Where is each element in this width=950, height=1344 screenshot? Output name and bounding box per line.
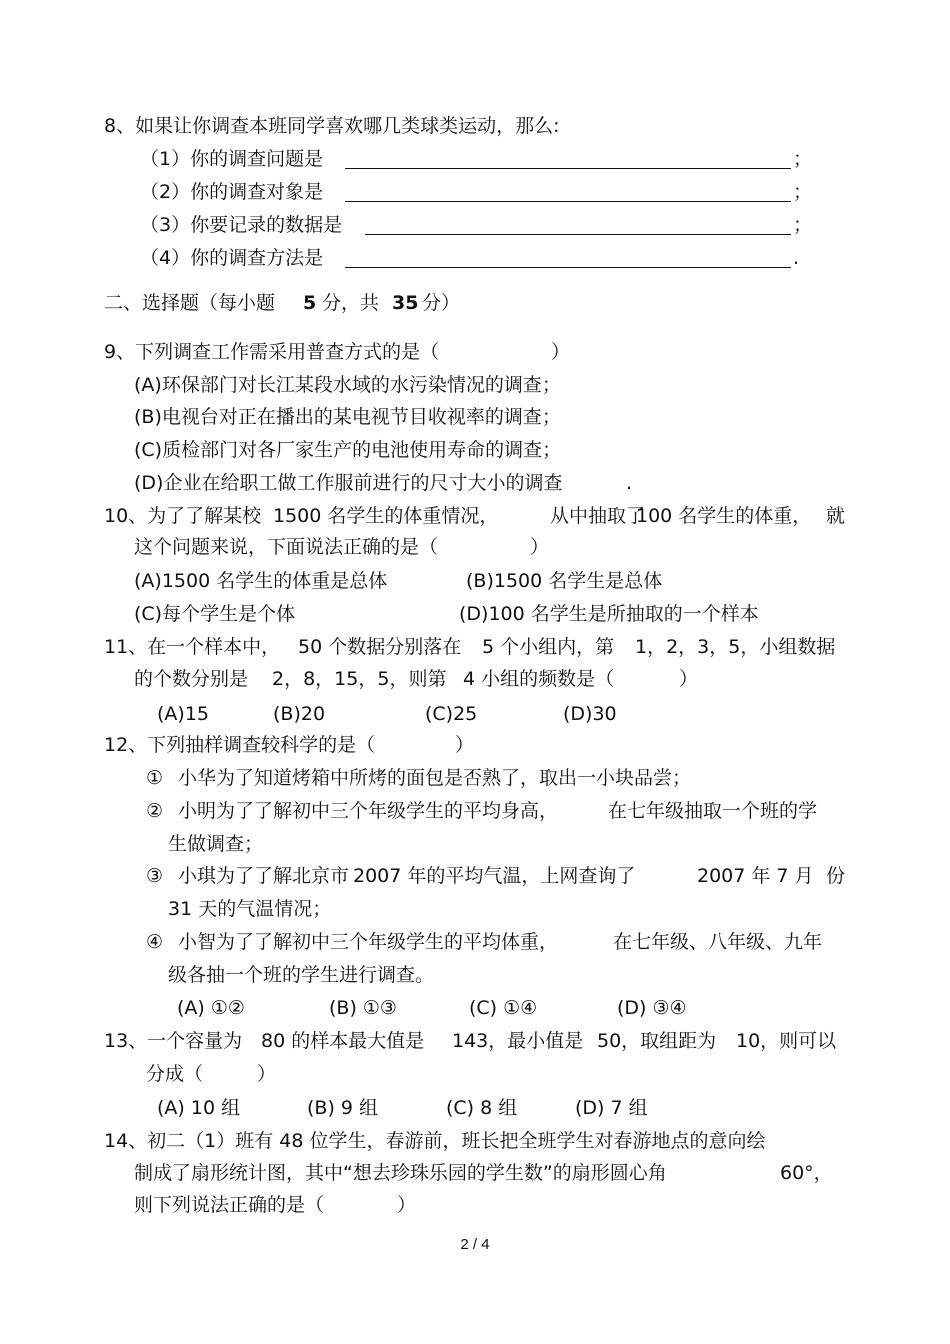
q13-line1-b: 80 的样本最大值是 [261,1030,425,1052]
q13-line1-e: 10，则可以 [736,1030,837,1052]
q10-line1-a: 10、为了了解某校 [104,505,262,527]
q14-line2-a: 制成了扇形统计图，其中“想去珍珠乐园的学生数”的扇形圆心角 [134,1162,667,1184]
q12-statement-4-num: ④ [146,931,164,953]
q12-statement-4-b: 在七年级、八年级、九年 [613,931,823,953]
q11-option-d: (D)30 [563,703,617,725]
q12-statement-2-a: 小明为了了解初中三个年级学生的平均身高， [178,800,559,822]
q11-line1-a: 11、在一个样本中， [104,636,281,658]
section2-score: 5 [303,292,317,314]
q12-stem: 12、下列抽样调查较科学的是（ [104,734,376,756]
q9-option-c: (C)质检部门对各厂家生产的电池使用寿命的调查； [134,439,562,461]
q8-item-4-label: （4）你的调查方法是 [140,247,324,269]
q12-statement-2-num: ② [146,800,164,822]
q10-option-c: (C)每个学生是个体 [134,603,296,625]
q9-option-d: (D)企业在给职工做工作服前进行的尺寸大小的调查 [134,472,563,494]
q8-item-3-label: （3）你要记录的数据是 [140,214,343,236]
q10-line1-b: 1500 名学生的体重情况， [273,505,499,527]
q13-option-c: (C) 8 组 [446,1097,518,1119]
q9-option-b: (B)电视台对正在播出的某电视节目收视率的调查； [134,406,561,428]
q10-line2: 这个问题来说，下面说法正确的是（ [134,536,439,558]
q12-statement-3-b: 2007 年的平均气温，上网查询了 [353,865,636,887]
q14-line2-b: 60°， [780,1162,833,1184]
q12-statement-2-cont: 生做调查； [168,833,264,855]
q9-option-d-end: . [626,472,633,494]
q12-statement-2-b: 在七年级抽取一个班的学 [608,800,818,822]
q8-item-2-end: ； [793,181,813,203]
q9-stem: 9、下列调查工作需采用普查方式的是（ [104,341,440,363]
q12-option-b: (B) ①③ [329,997,397,1019]
q11-option-c: (C)25 [425,703,478,725]
q11-line2-a: 的个数分别是 [134,668,249,690]
q12-statement-4-a: 小智为了了解初中三个年级学生的平均体重， [178,931,559,953]
q8-item-1-label: （1）你的调查问题是 [140,148,324,170]
q12-close: ） [455,734,475,756]
q11-option-a: (A)15 [157,703,209,725]
q11-line1-d: 1，2，3，5，小组数据 [635,636,836,658]
q10-close: ） [530,536,550,558]
q11-close: ） [679,668,699,690]
q9-option-a: (A)环保部门对长江某段水域的水污染情况的调查； [134,374,561,396]
q8-item-2-label: （2）你的调查对象是 [140,181,324,203]
q8-item-4-blank[interactable] [345,267,791,268]
q10-option-d: (D)100 名学生是所抽取的一个样本 [459,603,759,625]
q14-close: ） [397,1194,417,1216]
q12-option-c: (C) ①④ [469,997,538,1019]
q13-option-d: (D) 7 组 [575,1097,648,1119]
q12-option-d: (D) ③④ [617,997,687,1019]
q12-statement-1-num: ① [146,767,164,789]
q12-option-a: (A) ①② [177,997,245,1019]
section2-title-b: 分，共 [322,292,380,314]
q10-line1-e: 就 [826,505,846,527]
q12-statement-3-num: ③ [146,865,164,887]
q11-option-b: (B)20 [273,703,326,725]
q8-item-3-end: ； [793,214,813,236]
q12-statement-3-cont: 31 天的气温情况； [168,898,332,920]
q12-statement-4-cont: 级各抽一个班的学生进行调查。 [168,964,435,986]
section2-title-c: 分） [422,292,461,314]
q12-statement-3-c: 2007 年 7 月 [697,865,814,887]
q8-item-4-end: . [793,247,800,269]
q10-option-a: (A)1500 名学生的体重是总体 [134,570,388,592]
q10-line1-c: 从中抽取了 [550,505,646,527]
q9-close: ） [551,341,571,363]
q13-line1-c: 143，最小值是 [452,1030,584,1052]
q12-statement-1: 小华为了知道烤箱中所烤的面包是否熟了，取出一小块品尝； [178,767,692,789]
q13-line2: 分成（ [146,1063,204,1085]
q10-line1-d: 100 名学生的体重， [636,505,812,527]
q13-option-a: (A) 10 组 [157,1097,241,1119]
q14-line1: 14、初二（1）班有 48 位学生，春游前，班长把全班学生对春游地点的意向绘 [104,1130,766,1152]
q8-item-1-blank[interactable] [345,168,791,169]
q8-stem: 8、如果让你调查本班同学喜欢哪几类球类运动，那么: [104,115,560,137]
q11-line1-b: 50 个数据分别落在 [298,636,462,658]
q13-option-b: (B) 9 组 [307,1097,379,1119]
q13-close: ） [257,1063,277,1085]
q8-item-2-blank[interactable] [345,201,791,202]
page-number: 2 / 4 [460,1236,490,1253]
q11-line1-c: 5 个小组内，第 [482,636,615,658]
q11-line2-b: 2，8，15，5，则第 [272,668,447,690]
q13-line1-d: 50，取组距为 [597,1030,717,1052]
q10-option-b: (B)1500 名学生是总体 [466,570,663,592]
q11-line2-c: 4 小组的频数是（ [463,668,615,690]
q12-statement-3-a: 小琪为了了解北京市 [178,865,350,887]
q8-item-1-end: ； [793,148,813,170]
section2-total: 35 [392,292,419,314]
q13-line1-a: 13、一个容量为 [104,1030,243,1052]
q12-statement-3-d: 份 [826,865,846,887]
q14-line3: 则下列说法正确的是（ [134,1194,325,1216]
section2-title-a: 二、选择题（每小题 [104,292,276,314]
q8-item-3-blank[interactable] [365,234,791,235]
